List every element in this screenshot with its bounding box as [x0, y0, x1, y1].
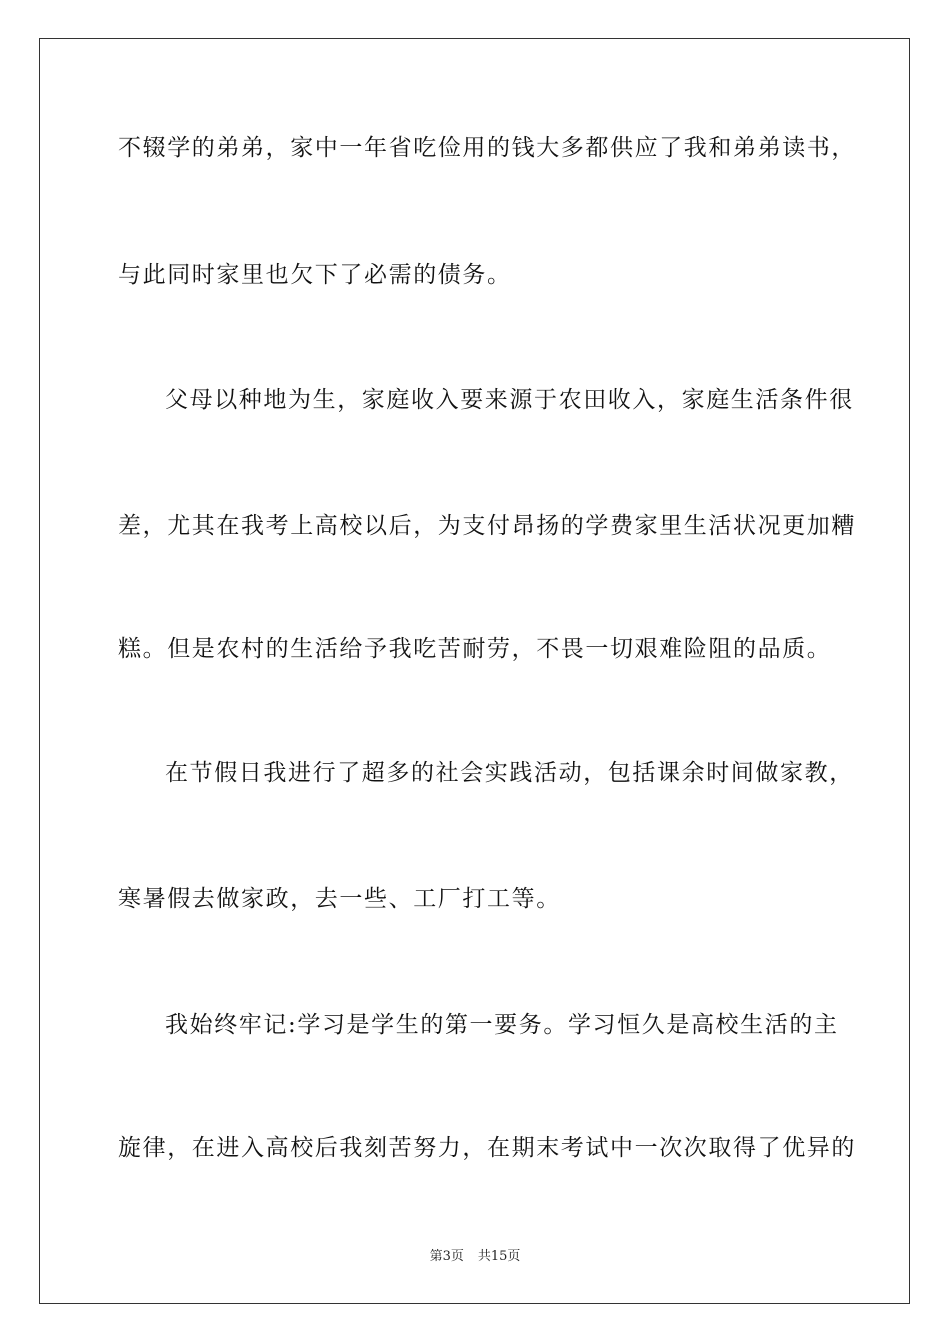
paragraph-line: 与此同时家里也欠下了必需的债务。	[118, 262, 512, 288]
page-number: 第3页	[429, 1249, 464, 1264]
paragraph-line: 我始终牢记:学习是学生的第一要务。学习恒久是高校生活的主	[165, 1012, 839, 1038]
page-border	[39, 38, 910, 1304]
page-footer	[0, 1248, 950, 1266]
paragraph-line: 寒暑假去做家政，去一些、工厂打工等。	[118, 886, 561, 912]
paragraph-line: 父母以种地为生，家庭收入要来源于农田收入，家庭生活条件很	[165, 387, 854, 413]
paragraph-line: 旋律，在进入高校后我刻苦努力，在期末考试中一次次取得了优异的	[118, 1135, 856, 1161]
paragraph-line: 在节假日我进行了超多的社会实践活动，包括课余时间做家教，	[165, 760, 854, 786]
page-total: 共15页	[477, 1249, 521, 1264]
paragraph-line: 糕。但是农村的生活给予我吃苦耐劳，不畏一切艰难险阻的品质。	[118, 636, 832, 662]
paragraph-line: 差，尤其在我考上高校以后，为支付昂扬的学费家里生活状况更加糟	[118, 513, 856, 539]
paragraph-line: 不辍学的弟弟，家中一年省吃俭用的钱大多都供应了我和弟弟读书，	[118, 135, 856, 161]
